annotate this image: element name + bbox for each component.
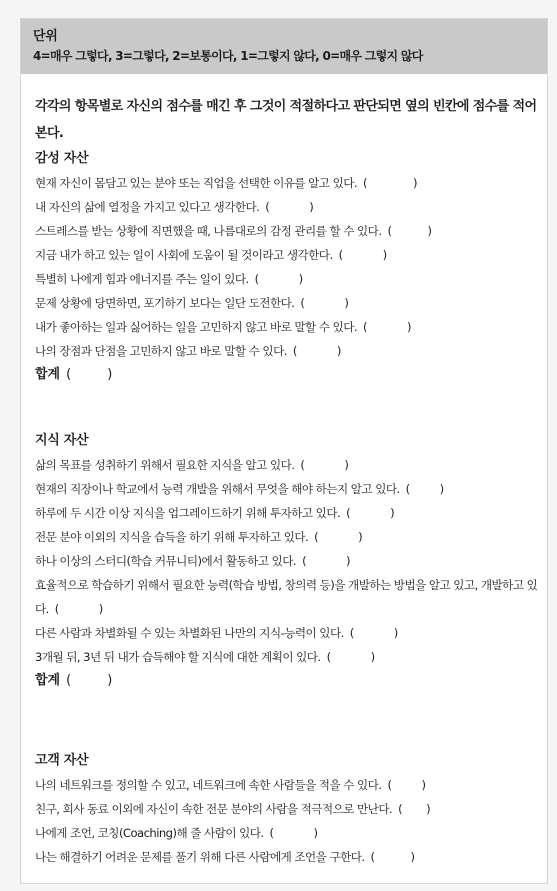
score-blank-open: ( [363,320,368,334]
section-title: 지식 자산 [35,433,89,448]
score-blank-close: ) [413,176,417,190]
item-text: 삶의 목표를 성취하기 위해서 필요한 지식을 알고 있다. [35,458,295,472]
score-blank-open: ( [398,802,403,816]
checklist-item [35,315,543,339]
score-blank-open: ( [363,176,368,190]
score-blank-open: ( [405,482,410,496]
item-text: 특별히 나에게 힘과 에너지를 주는 일이 있다. [35,272,249,286]
unit-legend-bar [21,19,547,74]
score-blank-open: ( [302,554,307,568]
checklist-item [35,501,543,525]
section-customer-assets [35,749,543,869]
score-blank-open: ( [265,200,270,214]
instruction-text: 각각의 항목별로 자신의 점수를 매긴 후 그것이 적절하다고 판단되면 옆의 빈칸에 점수를 적어본다. [35,99,537,141]
checklist-item [35,477,543,501]
score-blank-close: ) [427,224,432,238]
score-blank-open: ( [269,826,274,840]
section-title: 고객 자산 [35,753,89,768]
item-text: 다른 사람과 차별화될 수 있는 차별화된 나만의 지식-능력이 있다. [35,626,344,640]
checklist-item [35,573,543,621]
score-blank-open: ( [387,778,392,792]
score-blank-open: ( [314,530,319,544]
checklist-item [35,267,543,291]
score-blank-open: ( [300,296,305,310]
checklist-item [35,219,543,243]
section-title: 감성 자산 [35,151,89,166]
score-blank-open: ( [54,602,59,616]
checklist-item [35,453,543,477]
checklist-item [35,549,543,573]
item-text: 효율적으로 학습하기 위해서 필요한 능력(학습 방법, 창의력 등)을 개발하는 방법을 알고 있고, 개발하고 있다. [35,578,538,616]
checklist-item [35,645,543,669]
item-text: 하나 이상의 스터디(학습 커뮤니티)에서 활동하고 있다. [35,554,297,568]
score-blank-open: ( [338,248,343,262]
item-text: 친구, 회사 동료 이외에 자신이 속한 전문 분야의 사람을 적극적으로 만난다. [35,802,393,816]
item-text: 전문 분야 이외의 지식을 습득을 하기 위해 투자하고 있다. [35,530,309,544]
score-blank-close: ) [410,850,415,864]
score-blank-close: ) [390,506,395,520]
item-text: 지금 내가 하고 있는 일이 사회에 도움이 될 것이라고 생각한다. [35,248,333,262]
checklist-item [35,291,543,315]
item-text: 나에게 조언, 코칭(Coaching)해 줄 사람이 있다. [35,826,264,840]
item-text: 현재 자신이 몸담고 있는 분야 또는 직업을 선택한 이유를 알고 있다. [35,176,358,190]
item-text: 나의 네트워크를 정의할 수 있고, 네트워크에 속한 사람들을 적을 수 있다. [35,778,382,792]
score-blank-close: ) [393,626,398,640]
score-blank-close: ) [358,530,363,544]
score-blank-close: ) [346,554,351,568]
score-blank-close: ) [439,482,444,496]
checklist-item [35,845,543,869]
score-blank-close: ) [298,272,303,286]
item-text: 3개월 뒤, 3년 뒤 내가 습득해야 할 지식에 대한 계획이 있다. [35,650,321,664]
score-blank-close: ) [336,344,341,358]
checklist-item [35,525,543,549]
score-blank-open: ( [254,272,259,286]
score-blank-close: ) [313,826,318,840]
score-blank-open: ( [387,224,392,238]
checklist-item [35,243,543,267]
score-blank-open: ( [300,458,305,472]
section-total [35,669,543,693]
checklist-item [35,797,543,821]
total-label: 합계 [35,673,61,688]
score-blank-open: ( [292,344,297,358]
score-blank-open: ( [370,850,375,864]
item-text: 스트레스를 받는 상황에 직면했을 때, 나름대로의 감정 관리를 할 수 있다. [35,224,382,238]
score-blank-close: ) [407,320,411,334]
score-blank-close: ) [421,778,426,792]
score-blank-open: ( [349,626,354,640]
worksheet-page [20,18,548,884]
item-text: 내 자신의 삶에 열정을 가지고 있다고 생각한다. [35,200,260,214]
unit-title: 단위 [33,29,58,44]
score-blank-close: ) [382,248,387,262]
item-text: 문제 상황에 당면하면, 포기하기 보다는 일단 도전한다. [35,296,295,310]
section-knowledge-assets [35,429,543,693]
score-blank-open: ( [326,650,331,664]
checklist-item [35,339,543,363]
checklist-item [35,773,543,797]
section-total [35,363,543,387]
total-blank-open: ( [66,673,72,688]
checklist-item [35,171,543,195]
unit-scale: 4=매우 그렇다, 3=그렇다, 2=보통이다, 1=그렇지 않다, 0=매우 그렇지 않다 [33,49,423,63]
total-blank-close: ) [107,367,113,382]
item-text: 내가 좋아하는 일과 싫어하는 일을 고민하지 않고 바로 말할 수 있다. [35,320,358,334]
section-emotional-assets [35,147,543,387]
item-text: 나는 해결하기 어려운 문제를 풀기 위해 다른 사람에게 조언을 구한다. [35,850,365,864]
score-blank-close: ) [344,458,349,472]
checklist-item [35,621,543,645]
score-blank-close: ) [344,296,349,310]
checklist-item [35,821,543,845]
item-text: 현재의 직장이나 학교에서 능력 개발을 위해서 무엇을 해야 하는지 알고 있다. [35,482,400,496]
item-text: 하루에 두 시간 이상 지식을 업그레이드하기 위해 투자하고 있다. [35,506,341,520]
score-blank-close: ) [426,802,431,816]
item-text: 나의 장점과 단점을 고민하지 않고 바로 말할 수 있다. [35,344,287,358]
total-blank-open: ( [66,367,72,382]
score-blank-close: ) [370,650,375,664]
total-blank-close: ) [107,673,113,688]
score-blank-close: ) [98,602,103,616]
score-blank-open: ( [346,506,351,520]
checklist-item [35,195,543,219]
total-label: 합계 [35,367,61,382]
score-blank-close: ) [309,200,314,214]
